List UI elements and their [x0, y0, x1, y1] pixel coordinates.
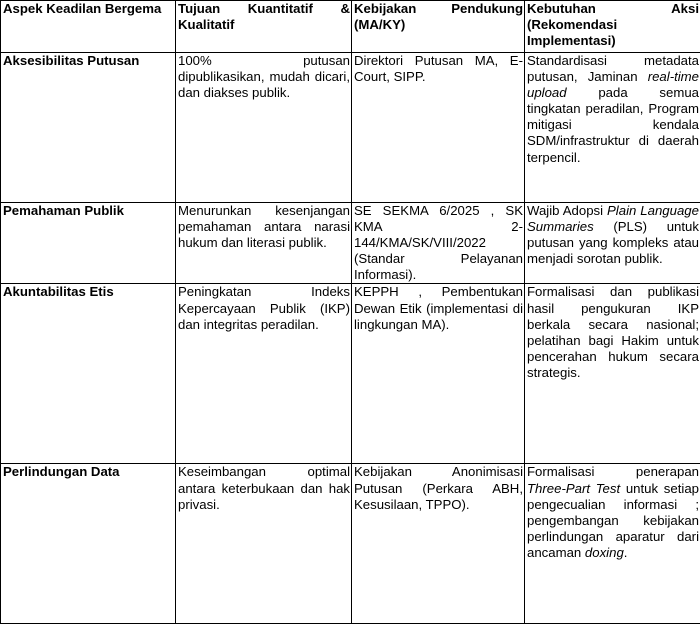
row-goal: 100% putusan dipublikasikan, mudah dicari, dan diakses publik. [176, 53, 352, 203]
action-text: untuk setiap pengecualian informasi ; pengembangan kebijakan perlindungan aparatur dari ancaman [527, 481, 699, 560]
action-text: pada semua tingkatan peradilan, Program mitigasi kendala SDM/infrastruktur di daerah terpencil. [527, 85, 699, 164]
action-emphasis: doxing [585, 545, 624, 560]
header-action: Kebutuhan Aksi (Rekomendasi Implementasi) [525, 1, 700, 53]
header-goal: Tujuan Kuantitatif & Kualitatif [176, 1, 352, 53]
action-text: Wajib Adopsi [527, 203, 607, 218]
row-aspect: Akuntabilitas Etis [1, 284, 176, 464]
action-text: Standardisasi metadata putusan, Jaminan [527, 53, 699, 84]
action-emphasis: Plain Language Summaries [527, 203, 699, 234]
row-policy: KEPPH , Pembentukan Dewan Etik (implementasi di lingkungan MA). [352, 284, 525, 464]
action-emphasis: real-time upload [527, 69, 699, 100]
row-policy: Kebijakan Anonimisasi Putusan (Perkara ABH, Kesusilaan, TPPO). [352, 464, 525, 624]
row-policy: SE SEKMA 6/2025 , SK KMA 2-144/KMA/SK/VIII/2022 (Standar Pelayanan Informasi). [352, 203, 525, 284]
row-action [525, 464, 700, 624]
action-text: . [624, 545, 628, 560]
row-aspect: Aksesibilitas Putusan [1, 53, 176, 203]
table-row [1, 284, 700, 464]
row-goal: Peningkatan Indeks Kepercayaan Publik (IKP) dan integritas peradilan. [176, 284, 352, 464]
row-goal: Menurunkan kesenjangan pemahaman antara narasi hukum dan literasi publik. [176, 203, 352, 284]
row-aspect: Pemahaman Publik [1, 203, 176, 284]
row-action [525, 203, 700, 284]
action-text: (PLS) untuk putusan yang kompleks atau menjadi sorotan publik. [527, 219, 699, 266]
table-row [1, 203, 700, 284]
table-row [1, 53, 700, 203]
header-row [1, 1, 700, 53]
row-goal: Keseimbangan optimal antara keterbukaan dan hak privasi. [176, 464, 352, 624]
row-policy: Direktori Putusan MA, E-Court, SIPP. [352, 53, 525, 203]
row-action [525, 284, 700, 464]
row-aspect: Perlindungan Data [1, 464, 176, 624]
row-action [525, 53, 700, 203]
action-text: Formalisasi penerapan [527, 464, 699, 479]
action-text: Formalisasi dan publikasi hasil pengukuran IKP berkala secara nasional; pelatihan bagi Hakim untuk pencerahan hukum secara strategis. [527, 284, 699, 379]
header-aspect: Aspek Keadilan Bergema [1, 1, 176, 53]
action-emphasis: Three-Part Test [527, 481, 620, 496]
table-row [1, 464, 700, 624]
header-policy: Kebijakan Pendukung (MA/KY) [352, 1, 525, 53]
